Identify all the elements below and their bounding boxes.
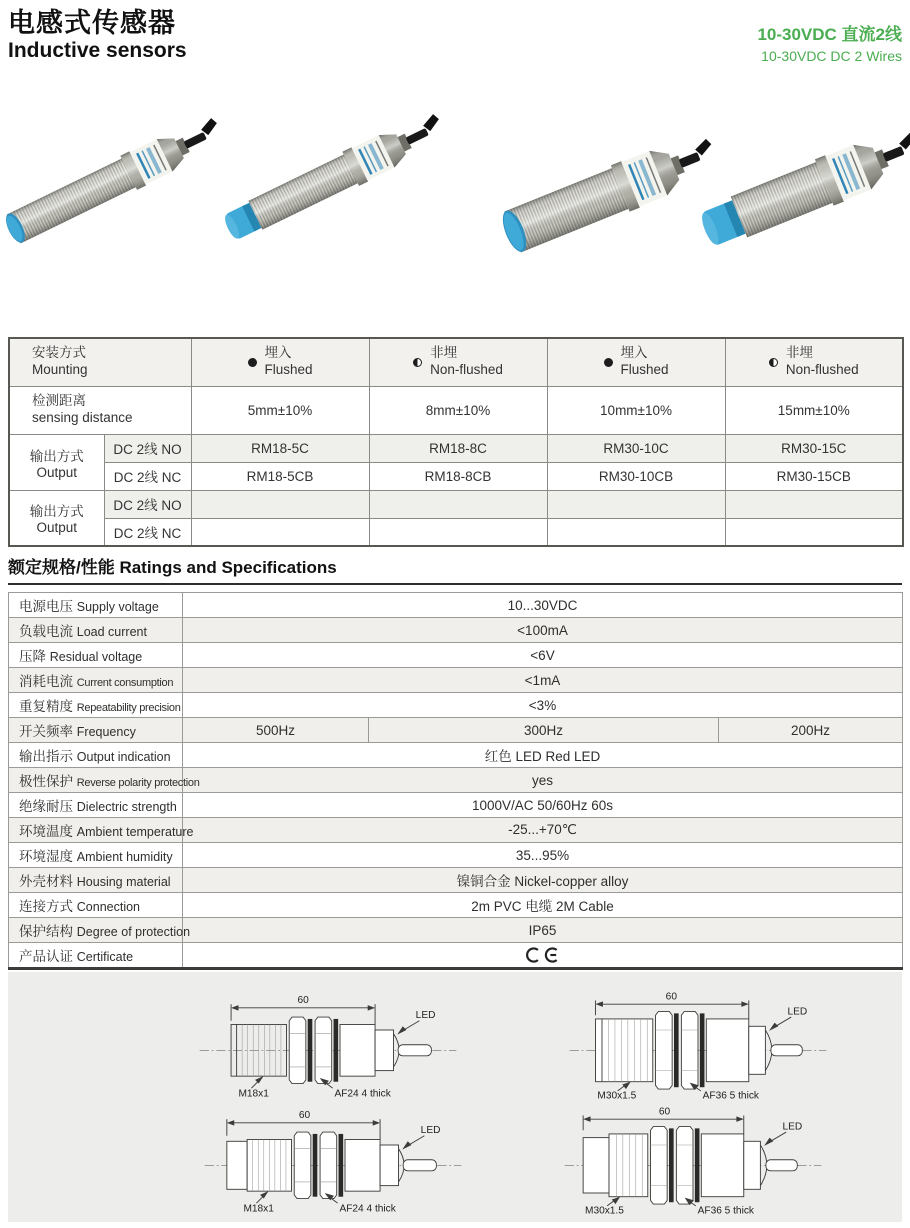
nut-label: AF24 4 thick: [334, 1088, 391, 1100]
spec-value: -25...+70℃: [183, 818, 903, 843]
model-cell: RM30-15C: [725, 434, 903, 462]
spec-value: 2m PVC 电缆 2M Cable: [183, 893, 903, 918]
spec-value: yes: [183, 768, 903, 793]
sensor-photo-m18-flushed: [26, 148, 238, 316]
sensor-photo-m30-non-flushed: [716, 150, 910, 310]
spec-label: 输出指示 Output indication: [9, 743, 183, 768]
model-cell: RM18-8C: [369, 434, 547, 462]
model-cell-empty: [547, 518, 725, 546]
ratings-section-heading: 额定规格/性能 Ratings and Specifications: [8, 553, 902, 585]
output-label-zh: 输出方式: [29, 504, 84, 520]
led-label: LED: [415, 1010, 436, 1021]
spec-label: 环境湿度 Ambient humidity: [9, 843, 183, 868]
drawing-m18-non-flushed: [188, 1097, 478, 1222]
sensing-distance-value: 15mm±10%: [725, 386, 903, 434]
wiring-type-nc: DC 2线 NC: [104, 518, 191, 546]
dimension-drawings-panel: [8, 972, 902, 1222]
m18-drawing: [183, 982, 473, 1102]
mounting-label-zh: 安装方式: [32, 345, 86, 361]
ce-mark-icon: [525, 947, 561, 963]
page-header: [8, 8, 902, 78]
spec-label: 开关频率 Frequency: [9, 718, 183, 743]
spec-label: 产品认证 Certificate: [9, 943, 183, 969]
led-label: LED: [420, 1125, 441, 1136]
m18-non-flushed-illustration: [215, 108, 433, 257]
drawing-m18-flushed: [183, 982, 473, 1107]
model-cell-empty: [191, 490, 369, 518]
m18-nf-drawing: [188, 1097, 478, 1217]
thread-label: M30x1.5: [597, 1090, 637, 1102]
voltage-en: 10-30VDC DC 2 Wires: [761, 48, 902, 64]
specifications-table: [8, 592, 903, 970]
mount-en: Flushed: [620, 362, 669, 378]
product-photos: [0, 120, 910, 330]
frequency-value-3: 200Hz: [719, 718, 903, 743]
model-cell-empty: [725, 490, 903, 518]
wiring-type-nc: DC 2线 NC: [104, 462, 191, 490]
model-cell: RM30-15CB: [725, 462, 903, 490]
spec-value: <3%: [183, 693, 903, 718]
non-flushed-icon: [413, 358, 422, 367]
mount-zh: 非埋: [785, 345, 813, 361]
spec-value: 10...30VDC: [183, 593, 903, 618]
model-cell: RM30-10C: [547, 434, 725, 462]
wiring-type-no: DC 2线 NO: [104, 490, 191, 518]
m30-non-flushed-illustration: [691, 117, 910, 265]
thread-label: M30x1.5: [585, 1205, 624, 1217]
led-label: LED: [787, 1006, 808, 1018]
sensing-label-zh: 检测距离: [32, 393, 86, 409]
output-label-en: Output: [36, 464, 78, 480]
m30-drawing: [553, 982, 843, 1102]
drawing-m30-non-flushed: [548, 1097, 838, 1222]
mount-zh: 埋入: [264, 345, 292, 361]
model-cell-empty: [191, 518, 369, 546]
mount-en: Non-flushed: [785, 362, 859, 378]
sensing-distance-header-cell: [9, 386, 191, 434]
mounting-header-cell: [9, 338, 191, 386]
output-group-2-label: [9, 490, 104, 546]
led-label: LED: [782, 1121, 803, 1133]
nut-label: AF36 5 thick: [697, 1205, 754, 1217]
m30-flushed-illustration: [487, 123, 708, 271]
mounting-col-1: [191, 338, 369, 386]
dim-60: 60: [658, 1106, 671, 1118]
non-flushed-icon: [769, 358, 778, 367]
dim-60: 60: [665, 991, 677, 1003]
mount-zh: 非埋: [430, 345, 458, 361]
voltage-zh: 10-30VDC 直流2线: [757, 25, 902, 44]
dim-60: 60: [298, 1110, 311, 1122]
flushed-icon: [248, 358, 257, 367]
mounting-col-2: [369, 338, 547, 386]
frequency-value-1: 500Hz: [183, 718, 369, 743]
spec-value: 镍铜合金 Nickel-copper alloy: [183, 868, 903, 893]
mount-en: Non-flushed: [430, 362, 503, 378]
model-cell-empty: [547, 490, 725, 518]
thread-label: M18x1: [238, 1088, 269, 1100]
spec-label: 负载电流 Load current: [9, 618, 183, 643]
thread-label: M18x1: [243, 1203, 274, 1215]
dim-60: 60: [297, 995, 309, 1007]
model-cell: RM18-5C: [191, 434, 369, 462]
wiring-type-no: DC 2线 NO: [104, 434, 191, 462]
sensing-label-en: sensing distance: [32, 410, 133, 425]
voltage-spec: [757, 20, 902, 64]
page-title-en: Inductive sensors: [8, 39, 187, 63]
model-cell: RM18-5CB: [191, 462, 369, 490]
spec-label: 压降 Residual voltage: [9, 643, 183, 668]
spec-label: 连接方式 Connection: [9, 893, 183, 918]
spec-value: <6V: [183, 643, 903, 668]
spec-label: 保护结构 Degree of protection: [9, 918, 183, 943]
spec-label: 电源电压 Supply voltage: [9, 593, 183, 618]
spec-label: 极性保护 Reverse polarity protection: [9, 768, 183, 793]
mounting-label-en: Mounting: [32, 362, 88, 378]
sensing-distance-value: 8mm±10%: [369, 386, 547, 434]
spec-label: 环境温度 Ambient temperature: [9, 818, 183, 843]
certificate-cell: [183, 943, 903, 969]
spec-value: <1mA: [183, 668, 903, 693]
mount-en: Flushed: [264, 362, 313, 378]
output-label-en: Output: [36, 520, 78, 536]
model-cell-empty: [369, 490, 547, 518]
output-label-zh: 输出方式: [29, 448, 84, 464]
mounting-col-4: [725, 338, 903, 386]
mounting-col-3: [547, 338, 725, 386]
spec-value: 35...95%: [183, 843, 903, 868]
page-title-zh: 电感式传感器: [8, 8, 176, 38]
sensing-distance-value: 10mm±10%: [547, 386, 725, 434]
spec-value: 红色 LED Red LED: [183, 743, 903, 768]
model-cell: RM30-10CB: [547, 462, 725, 490]
spec-value: IP65: [183, 918, 903, 943]
spec-label: 绝缘耐压 Dielectric strength: [9, 793, 183, 818]
model-cell-empty: [725, 518, 903, 546]
sensing-distance-value: 5mm±10%: [191, 386, 369, 434]
sensor-photo-m30-flushed: [512, 156, 720, 316]
nut-label: AF24 4 thick: [339, 1203, 396, 1215]
spec-value: <100mA: [183, 618, 903, 643]
spec-label: 外壳材料 Housing material: [9, 868, 183, 893]
spec-value: 1000V/AC 50/60Hz 60s: [183, 793, 903, 818]
spec-label: 重复精度 Repeatability precision: [9, 693, 183, 718]
sensor-photo-m18-non-flushed: [248, 144, 460, 312]
drawing-m30-flushed: [553, 982, 843, 1107]
frequency-value-2: 300Hz: [369, 718, 719, 743]
spec-label: 消耗电流 Current consumption: [9, 668, 183, 693]
model-cell-empty: [369, 518, 547, 546]
flushed-icon: [604, 358, 613, 367]
nut-label: AF36 5 thick: [702, 1090, 759, 1102]
m18-flushed-illustration: [0, 112, 211, 261]
model-cell: RM18-8CB: [369, 462, 547, 490]
mount-zh: 埋入: [620, 345, 648, 361]
model-selection-table: [8, 337, 904, 547]
output-group-1-label: [9, 434, 104, 490]
m30-nf-drawing: [548, 1097, 838, 1217]
